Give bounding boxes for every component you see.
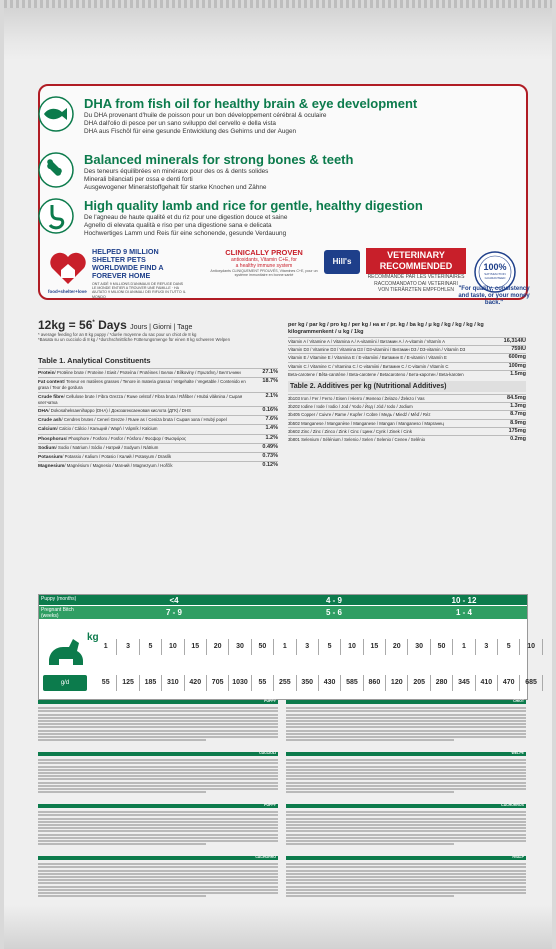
- grams-cell: 280: [431, 675, 453, 691]
- row-label: [38, 426, 252, 432]
- bottom-seal: [4, 905, 552, 949]
- weight-cell: 15: [185, 639, 207, 655]
- row-label: [38, 417, 252, 423]
- benefit-line-de: Hochwertiges Lamm und Reis für eine schonende, gesunde Verdauung: [84, 230, 287, 237]
- row-value: 1.5mg: [510, 370, 526, 377]
- language-block: [286, 856, 526, 908]
- grams-cell: 55: [252, 675, 274, 691]
- row-description: / Cendres brutes / Ceneri Grezze / Ruwe as / Ceniza bruta / Сырая зола / Hrubý popel: [61, 417, 227, 423]
- benefit-title: DHA from fish oil for healthy brain & eye development: [84, 96, 418, 111]
- benefit-line-fr: Du DHA provenant d'huile de poisson pour un bon développement cérébral & oculaire: [84, 112, 327, 119]
- weight-cell: 5: [498, 639, 520, 655]
- seal-text: SATISFACTION GUARANTEED: [484, 272, 506, 280]
- language-block: [286, 700, 526, 752]
- weight-cell: 20: [386, 639, 408, 655]
- row-value: 175mg: [508, 427, 526, 434]
- grams-cell: 310: [162, 675, 184, 691]
- analytical-table: [38, 368, 278, 470]
- row-value: 0.73%: [262, 453, 278, 460]
- puppy-months-label: Puppy (months): [41, 596, 77, 602]
- days-sub: Jours | Giorni | Tage: [130, 324, 193, 331]
- language-bar: [286, 700, 526, 704]
- benefit-dha: [38, 96, 478, 142]
- weight-cell: 1: [453, 639, 475, 655]
- language-bar: [286, 752, 526, 756]
- language-tag: CACHORROS: [501, 803, 524, 807]
- fine-print: [286, 756, 526, 793]
- grams-row: [95, 675, 543, 691]
- row-description: Beta-carotene / Bêta-carotène / Beta-carotene / Betacaroteno / Бета-каротин / Beta-karoten: [288, 371, 464, 377]
- grams-cell: 430: [319, 675, 341, 691]
- week-group-3: 1 - 4: [455, 608, 472, 617]
- per-kg-header: per kg / par kg / pro kg / per kg / на кг / pr. kg / ba kg / μ kg / kg / kg / kg / kg kilogrammenkent / u kg / 1kg: [288, 322, 484, 335]
- row-value: 759IU: [511, 346, 526, 353]
- vitamin-row: [288, 337, 526, 345]
- week-group-1: 7 - 9: [165, 608, 182, 617]
- row-label: [38, 408, 252, 414]
- pregnant-label: Pregnant Bitch (weeks): [41, 607, 74, 619]
- month-group-2: 4 - 9: [325, 596, 342, 605]
- row-value: 100mg: [508, 362, 526, 369]
- row-label: [288, 339, 488, 344]
- shelter-tagline: food+shelter+love: [48, 289, 87, 294]
- language-tag: WELPE: [511, 751, 524, 755]
- vet-line-it: RACCOMANDATO DAI VETERINARI: [374, 280, 458, 287]
- weight-cell: 30: [229, 639, 251, 655]
- weight-cell: 20: [207, 639, 229, 655]
- row-value: 84.5mg: [507, 395, 526, 402]
- row-label: [288, 412, 488, 417]
- row-value: 0.12%: [262, 462, 278, 469]
- fine-print: [286, 860, 526, 897]
- row-name: Phosphorus: [38, 436, 66, 442]
- row-description: 3b602 Zinc / Zinc / Zinco / Zink / Cinc / Цинк / Cynk / Zinek / Cink: [288, 428, 412, 434]
- fine-print: [38, 808, 278, 845]
- grams-cell: 120: [386, 675, 408, 691]
- fine-print: [38, 756, 278, 793]
- grams-cell: 705: [207, 675, 229, 691]
- row-label: [288, 364, 488, 369]
- row-label: [38, 394, 252, 405]
- additive-row: [288, 410, 526, 418]
- row-label: [288, 396, 488, 401]
- days-asterisk: *: [92, 320, 95, 326]
- vet-badge: [366, 248, 466, 294]
- weight-cell: 10: [341, 639, 363, 655]
- row-description: 3b202 Iodine / Iode / Iodio / Jod / Yodo / Йод / Jód / Iodo / Jodium: [288, 404, 413, 410]
- benefit-line-it: Minerali bilanciati per ossa e denti forti: [84, 176, 193, 183]
- language-bar: [38, 856, 278, 860]
- vet-title: VETERINARY RECOMMENDED: [366, 248, 466, 274]
- grams-cell: 350: [297, 675, 319, 691]
- weight-cell: 3: [297, 639, 319, 655]
- row-value: 0.49%: [262, 443, 278, 450]
- benefit-digestion: [38, 198, 478, 244]
- row-description: / Potassio / Kalium / Potasio / Калий / Potasyum / Draslík: [62, 454, 172, 460]
- row-value: 8.7mg: [510, 411, 526, 418]
- weight-cell: 10: [520, 639, 542, 655]
- benefit-minerals: [38, 152, 478, 198]
- weight-row: [95, 639, 543, 655]
- row-description: 3b405 Copper / Cuivre / Rame / Kupfer / Cobre / Медь / Miedź / Měď / Réz: [288, 412, 431, 418]
- row-label: [288, 355, 488, 360]
- month-group-1: <4: [169, 596, 179, 605]
- row-name: Magnesium: [38, 464, 65, 470]
- analytical-row: [38, 406, 278, 415]
- days-headline: [38, 318, 278, 332]
- grams-cell: 410: [476, 675, 498, 691]
- analytical-row: [38, 424, 278, 433]
- vitamin-row: [288, 353, 526, 361]
- benefit-line-fr: De l'agneau de haute qualité et du riz pour une digestion douce et saine: [84, 214, 288, 221]
- weight-cell: 50: [431, 639, 453, 655]
- language-block: [38, 804, 278, 856]
- row-description: / Magnésium / Magnesio / Магний / Magnezyum / Hořčík: [64, 463, 173, 469]
- row-value: 1.3mg: [510, 403, 526, 410]
- fish-icon: [38, 96, 74, 132]
- benefit-line-fr: Des teneurs équilibrées en minéraux pour des os & dents solides: [84, 168, 269, 175]
- row-label: [38, 436, 252, 442]
- language-tag: PUPPY: [264, 699, 276, 703]
- clinical-badge: [204, 248, 324, 294]
- row-label: [288, 372, 488, 377]
- analytical-row: [38, 461, 278, 470]
- row-name: Sodium: [38, 445, 56, 451]
- weight-cell: 1: [95, 639, 117, 655]
- row-value: 2.1%: [265, 392, 278, 399]
- language-tag: CUCCIOLI: [259, 751, 276, 755]
- analytical-row: [38, 434, 278, 443]
- additive-row: [288, 427, 526, 435]
- weight-cell: 30: [408, 639, 430, 655]
- row-description: 3b103 Iron / Fer / Ferro / Eisen / Hierro / Железо / Żelazo / Železo / Vas: [288, 396, 425, 402]
- benefit-line-de: Ausgewogener Mineralstoffgehalt für starke Knochen und Zähne: [84, 184, 267, 191]
- seal-percent: 100%: [483, 262, 507, 272]
- language-tag: CHIOT: [513, 699, 524, 703]
- top-seal: [4, 0, 552, 60]
- weight-cell: 3: [117, 639, 139, 655]
- row-description: 3b502 Manganese / Manganèse / Manganese / Mangan / Manganeso / Марганец: [288, 420, 444, 426]
- row-label: [38, 445, 252, 451]
- additive-row: [288, 435, 526, 443]
- days-note-1: * average feeding for an 8 kg puppy / *durée moyenne du sac pour un chiot de 8 kg: [38, 332, 197, 337]
- vitamin-table: [288, 337, 526, 378]
- row-value: 1.4%: [265, 425, 278, 432]
- vitamin-row: [288, 345, 526, 353]
- grams-cell: 55: [95, 675, 117, 691]
- product-bag-back: [4, 0, 552, 949]
- additive-row: [288, 419, 526, 427]
- row-label: [38, 379, 252, 390]
- weight-cell: 1: [274, 639, 296, 655]
- row-description: Vitamin E / Vitamine E / Vitamina E / E-vitamiini / Витамин Е / E-vitamin / Vitamín E: [288, 355, 447, 361]
- analytical-row: [38, 415, 278, 424]
- row-value: 1.2%: [265, 434, 278, 441]
- grams-cell: 585: [341, 675, 363, 691]
- weight-cell: 15: [364, 639, 386, 655]
- days-word: Days: [98, 318, 127, 332]
- additive-row: [288, 394, 526, 402]
- row-description: / Teneur en matières grasses / Tenore in materia grassa / Vetgehalte / Vegetable / Contenido en grasa / Teor de gordura: [38, 379, 246, 391]
- language-block: [286, 752, 526, 804]
- clinical-title: CLINICALLY PROVEN: [225, 248, 303, 257]
- row-value: 8.9mg: [510, 419, 526, 426]
- language-bar: [38, 804, 278, 808]
- row-label: [288, 347, 488, 352]
- fine-print: [38, 704, 278, 741]
- row-label: [38, 454, 252, 460]
- clinical-line2: a healthy immune system: [235, 263, 293, 269]
- row-description: Vitamin C / Vitamine C / Vitamina C / C-vitamiini / Витамин С / C-vitamin / Vitamín C: [288, 363, 449, 369]
- benefit-title: High quality lamb and rice for gentle, healthy digestion: [84, 198, 423, 213]
- weight-cell: 5: [140, 639, 162, 655]
- language-block: [38, 700, 278, 752]
- analytical-row: [38, 368, 278, 377]
- row-label: [288, 437, 488, 442]
- row-value: 600mg: [508, 354, 526, 361]
- vet-line-fr: RECOMMANDÉ PAR LES VÉTÉRINAIRES: [367, 274, 465, 280]
- grams-cell: 860: [364, 675, 386, 691]
- fine-print: [38, 860, 278, 897]
- row-name: Crude fibre: [38, 394, 64, 400]
- weight-cell: 50: [252, 639, 274, 655]
- row-value: 18.7%: [262, 378, 278, 385]
- days-note-2: *Basata su un cucciolo di 8 kg / *durchschnittliche Fütterungsmenge für einen 8 kg schweren Welpen: [38, 337, 230, 342]
- additives-table: [288, 394, 526, 443]
- fine-print: [286, 808, 526, 845]
- heart-house-icon: [48, 248, 88, 288]
- shelter-badge: [48, 247, 188, 299]
- clinical-small: Antioxydants CLINIQUEMENT PROUVÉS, Vitamines C+E, pour un système immunitaire en bonne santé: [210, 269, 318, 278]
- right-column: [288, 322, 526, 443]
- row-name: Calcium: [38, 427, 57, 433]
- language-block: [286, 804, 526, 856]
- weight-cell: 10: [162, 639, 184, 655]
- grams-cell: 345: [453, 675, 475, 691]
- row-label: [38, 463, 252, 469]
- grams-cell: 420: [185, 675, 207, 691]
- row-description: / Protéine brute / Proteine / Eiwit / Proteína / Protéines / Белок / Bílkoviny / Πρωτεΐνη / Белтъчини: [54, 370, 241, 375]
- week-group-2: 5 - 6: [325, 608, 342, 617]
- weight-cell: 5: [319, 639, 341, 655]
- grams-cell: 470: [498, 675, 520, 691]
- shelter-headline: HELPED 9 MILLION SHELTER PETS WORLDWIDE FIND A FOREVER HOME: [92, 247, 164, 280]
- clinical-line1: antioxidants, Vitamin C+E, for: [231, 257, 297, 263]
- language-block: [38, 856, 278, 908]
- row-name: Crude ash: [38, 418, 62, 424]
- row-description: Vitamin D3 / Vitamine D3 / Vitamina D3 / D3-vitamiini / Витамин D3 / D3-vitamin / Vitamín D3: [288, 347, 466, 353]
- vet-line-de: VON TIERÄRZTEN EMPFOHLEN: [377, 287, 455, 293]
- vitamin-row: [288, 370, 526, 378]
- shelter-sub: ONT AIDÉ 9 MILLIONS D'ANIMAUX DE REFUGE DANS LE MONDE ENTIER A TROUVER UNE FAMILLE · HA AIUTATO 9 MILIONI DI ANIMALI DEI RIFUGI IN TUTTO IL MONDO: [92, 282, 186, 299]
- language-bar: [286, 804, 526, 808]
- row-label: [288, 421, 488, 426]
- analytical-row: [38, 452, 278, 461]
- row-value: 27.1%: [262, 369, 278, 375]
- row-description: Vitamin A / Vitamine A / Vitamina A / A-vitamiini / Витамин А / A-vitamin / Vitamín A: [288, 339, 445, 344]
- row-label: [288, 404, 488, 409]
- bone-icon: [38, 152, 74, 188]
- benefit-line-de: DHA aus Fischöl für eine gesunde Entwicklung des Gehirns und der Augen: [84, 128, 297, 135]
- additives-title: Table 2. Additives per kg (Nutritional Additives): [288, 381, 526, 392]
- row-value: 7.6%: [265, 416, 278, 423]
- row-description: / Phosphore / Fosforo / Fosfor / Fósforo / Фосфор / Φωσφόρος: [65, 435, 187, 441]
- additive-row: [288, 402, 526, 410]
- weight-cell: 3: [476, 639, 498, 655]
- row-name: Fat content: [38, 380, 64, 386]
- row-description: / Sodio / Natrium / Sódio / Натрий / Sodyum / Nátrium: [55, 444, 159, 450]
- money-back-quote: "For quality, consistency and taste, or your money back.": [458, 286, 530, 306]
- row-description: / Dokosaheksaenihappo (DHA) / Докозагексаеновая кислота (ДГК) / DHS: [48, 408, 191, 414]
- month-group-3: 10 - 12: [451, 596, 477, 605]
- row-description: / Cellulose brute / Fibra Grezza / Ruwe celstof / Fibra bruta / Råfiber / Hrubá vláknina / Сырая клетчатка: [38, 393, 243, 405]
- language-bar: [38, 700, 278, 704]
- fine-print: [286, 704, 526, 741]
- language-bar: [38, 752, 278, 756]
- row-description: / Calcio / Cálcio / Кальций / Wapń / Vápník / Kalcium: [56, 426, 158, 432]
- vitamin-row: [288, 362, 526, 370]
- grams-cell: 185: [140, 675, 162, 691]
- benefit-title: Balanced minerals for strong bones & teeth: [84, 152, 354, 167]
- language-tag: HVALP: [512, 855, 524, 859]
- grams-cell: 685: [520, 675, 542, 691]
- stomach-icon: [38, 198, 74, 234]
- grams-cell: 255: [274, 675, 296, 691]
- grams-per-day-label: g/d: [43, 675, 87, 691]
- benefit-line-it: DHA dall'olio di pesce per un sano sviluppo del cervello e della vista: [84, 120, 276, 127]
- row-value: 0.2mg: [510, 436, 526, 443]
- row-label: [38, 370, 252, 376]
- language-tag: CACHORRO: [255, 855, 276, 859]
- language-tag: PUPPY: [264, 803, 276, 807]
- row-description: 3b801 Selenium / Sélénium / Selenio / Selen / Selenio / Селен / Selênio: [288, 437, 426, 443]
- feeding-guide: [38, 594, 537, 700]
- language-block: [38, 752, 278, 804]
- grams-cell: 1030: [229, 675, 251, 691]
- benefit-line-it: Agnello di elevata qualità e riso per una digestione sana e delicata: [84, 222, 272, 229]
- analytical-row: [38, 377, 278, 391]
- seal-teeth: [4, 0, 552, 8]
- analytical-row: [38, 392, 278, 406]
- hills-logo: Hill's: [324, 250, 360, 274]
- row-name: DHA: [38, 409, 49, 415]
- row-value: 16,314IU: [503, 338, 526, 344]
- language-bar: [286, 856, 526, 860]
- analytical-row: [38, 443, 278, 452]
- analytical-title: Table 1. Analytical Constituents: [38, 356, 151, 365]
- puppy-icon: [43, 631, 87, 671]
- row-name: Potassium: [38, 455, 63, 461]
- grams-cell: 125: [117, 675, 139, 691]
- left-column: [38, 318, 278, 470]
- row-name: Protein: [38, 371, 55, 376]
- days-weight: 12kg = 56: [38, 318, 93, 332]
- grams-cell: 205: [408, 675, 430, 691]
- kg-label: kg: [87, 632, 99, 643]
- row-label: [288, 429, 488, 434]
- row-value: 0.16%: [262, 407, 278, 414]
